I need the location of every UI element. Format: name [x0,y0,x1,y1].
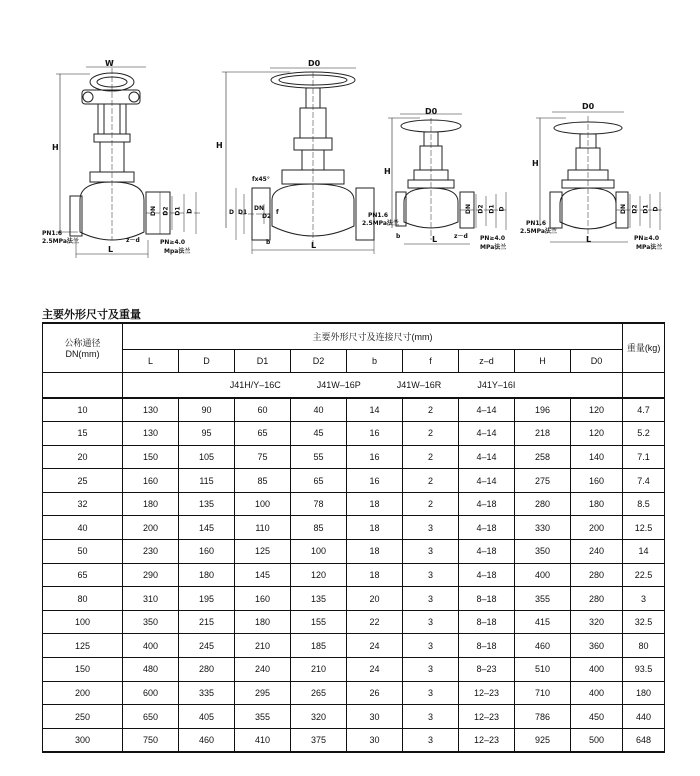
table-cell: 320 [571,610,623,634]
table-cell: 350 [515,540,571,564]
col-header: D1 [235,349,291,372]
table-cell: 460 [515,634,571,658]
valve2-drawing [222,68,374,254]
table-cell: 20 [347,587,403,611]
valve1-zd-label: z－d [126,237,140,244]
table-cell: 3 [403,705,459,729]
valve3-drawing [388,114,508,244]
table-cell: 105 [179,445,235,469]
table-cell: 600 [123,681,179,705]
table-cell: 8.5 [623,492,665,516]
table-cell: 32 [43,492,123,516]
model-name: J41Y–16I [477,379,516,390]
table-cell: 120 [571,398,623,422]
table-cell: 355 [235,705,291,729]
dn-header-line1: 公称通径 [64,338,101,349]
table-row [43,658,665,682]
valve1-pn40-label: PN≥4.0 [160,239,186,246]
valve2-d2-label: D2 [262,213,272,220]
valve2-d0-label: D0 [308,59,321,68]
valve4-d2-label: D2 [631,204,639,214]
valve1-pn40-flange-label: Mpa法兰 [164,248,191,255]
table-cell: 140 [571,445,623,469]
table-cell: 30 [347,705,403,729]
table-cell: 280 [571,587,623,611]
valve1-d-label: D [186,208,194,214]
table-cell: 125 [43,634,123,658]
valve4-l-label: L [586,235,592,244]
table-cell: 95 [179,422,235,446]
table-cell: 3 [403,658,459,682]
model-name: J41W–16R [396,379,442,390]
valve3-pn40-flange-label: MPa法兰 [480,244,507,251]
table-cell: 648 [623,728,665,752]
table-cell: 22 [347,610,403,634]
table-cell: 4–14 [459,422,515,446]
valve4-pn40-flange-label: MPa法兰 [636,244,663,251]
table-cell: 32.5 [623,610,665,634]
table-cell: 160 [571,469,623,493]
table-cell: 925 [515,728,571,752]
table-cell: 8–18 [459,587,515,611]
col-header: D [179,349,235,372]
table-row [43,445,665,469]
table-cell: 90 [179,398,235,422]
table-cell: 150 [43,658,123,682]
table-cell: 196 [515,398,571,422]
table-cell: 20 [43,445,123,469]
table-cell: 280 [571,563,623,587]
table-cell: 180 [571,492,623,516]
table-cell: 210 [235,634,291,658]
valve1-h-label: H [52,143,59,152]
table-cell: 215 [179,610,235,634]
table-cell: 335 [179,681,235,705]
table-cell: 125 [235,540,291,564]
table-cell: 3 [403,728,459,752]
table-cell: 100 [43,610,123,634]
table-cell: 405 [179,705,235,729]
model-list [123,372,623,398]
table-row [43,492,665,516]
model-name: J41W–16P [316,379,361,390]
table-cell: 180 [123,492,179,516]
valve2-b-label: b [266,239,271,246]
valve3-dn-label: DN [465,203,473,215]
table-cell: 310 [123,587,179,611]
table-row [43,469,665,493]
table-cell: 218 [515,422,571,446]
table-row [43,610,665,634]
table-cell: 45 [291,422,347,446]
table-cell: 480 [123,658,179,682]
table-cell: 40 [291,398,347,422]
table-cell: 320 [291,705,347,729]
col-header: z–d [459,349,515,372]
table-cell: 4–14 [459,445,515,469]
table-cell: 410 [235,728,291,752]
table-row [43,422,665,446]
valve4-d-label: D [652,206,660,212]
table-cell: 135 [179,492,235,516]
table-cell: 195 [179,587,235,611]
table-cell: 375 [291,728,347,752]
table-row [43,516,665,540]
table-cell: 16 [347,469,403,493]
table-row [43,728,665,752]
table-cell: 180 [179,563,235,587]
table-cell: 4–18 [459,492,515,516]
model-row [43,372,665,398]
table-cell: 460 [179,728,235,752]
table-cell: 65 [291,469,347,493]
table-cell: 18 [347,540,403,564]
table-cell: 400 [571,658,623,682]
table-cell: 355 [515,587,571,611]
table-cell: 160 [235,587,291,611]
table-cell: 400 [123,634,179,658]
table-cell: 440 [623,705,665,729]
table-cell: 130 [123,422,179,446]
table-cell: 145 [235,563,291,587]
valve4-pn-flange-label: 2.5MPa法兰 [520,228,557,235]
table-cell: 350 [123,610,179,634]
table-cell: 3 [403,516,459,540]
table-cell: 4–14 [459,398,515,422]
table-cell: 50 [43,540,123,564]
table-cell: 25 [43,469,123,493]
table-row [43,634,665,658]
valve3-d-label: D [498,206,506,212]
table-row [43,563,665,587]
table-cell: 290 [123,563,179,587]
table-cell: 120 [291,563,347,587]
group-header: 主要外形尺寸及连接尺寸(mm) [123,323,623,349]
valve2-dn-label: DN [254,205,265,212]
table-cell: 4–18 [459,540,515,564]
valve4-d0-label: D0 [582,102,595,111]
table-cell: 16 [347,422,403,446]
table-row [43,540,665,564]
valve2-d1-label: D1 [238,209,248,216]
valve1-drawing [56,60,200,258]
table-cell: 710 [515,681,571,705]
table-cell: 200 [43,681,123,705]
table-cell: 150 [123,445,179,469]
table-cell: 786 [515,705,571,729]
table-cell: 120 [571,422,623,446]
table-cell: 18 [347,563,403,587]
table-cell: 450 [571,705,623,729]
table-cell: 12–23 [459,681,515,705]
table-cell: 160 [179,540,235,564]
table-cell: 26 [347,681,403,705]
table-cell: 210 [291,658,347,682]
table-cell: 8–18 [459,634,515,658]
col-header: D2 [291,349,347,372]
valve1-d2-label: D2 [162,206,170,216]
valve3-d2-label: D2 [477,204,485,214]
table-cell: 240 [235,658,291,682]
valve1-d1-label: D1 [174,206,182,216]
table-cell: 7.4 [623,469,665,493]
table-cell: 415 [515,610,571,634]
table-cell: 180 [235,610,291,634]
table-cell: 16 [347,445,403,469]
table-cell: 15 [43,422,123,446]
valve3-b-label: b [396,233,401,240]
table-cell: 400 [515,563,571,587]
table-cell: 160 [123,469,179,493]
dn-header [43,323,123,372]
table-cell: 30 [347,728,403,752]
table-cell: 750 [123,728,179,752]
table-cell: 280 [515,492,571,516]
valve3-pn-label: PN1.6 [368,212,389,219]
table-cell: 185 [291,634,347,658]
table-cell: 18 [347,492,403,516]
table-cell: 115 [179,469,235,493]
table-cell: 245 [179,634,235,658]
table-cell: 3 [403,610,459,634]
table-cell: 130 [123,398,179,422]
table-cell: 265 [291,681,347,705]
table-cell: 250 [43,705,123,729]
table-cell: 55 [291,445,347,469]
table-cell: 360 [571,634,623,658]
table-cell: 65 [43,563,123,587]
table-row [43,587,665,611]
valve3-pn40-label: PN≥4.0 [480,235,506,242]
table-cell: 85 [291,516,347,540]
table-cell: 85 [235,469,291,493]
table-cell: 3 [403,587,459,611]
valve3-zd-label: z－d [454,233,468,240]
table-row [43,398,665,422]
column-header-row [43,349,665,372]
table-cell: 12–23 [459,728,515,752]
table-cell: 4.7 [623,398,665,422]
table-cell: 100 [235,492,291,516]
table-cell: 7.1 [623,445,665,469]
table-cell: 650 [123,705,179,729]
model-name: J41H/Y–16C [229,379,281,390]
table-cell: 2 [403,398,459,422]
valve4-d1-label: D1 [642,204,650,214]
table-cell: 180 [623,681,665,705]
valve-drawings-svg [0,0,700,300]
table-cell: 5.2 [623,422,665,446]
table-cell: 155 [291,610,347,634]
valve2-h-label: H [216,141,223,150]
dimension-table [42,322,665,753]
table-cell: 80 [623,634,665,658]
table-cell: 2 [403,469,459,493]
table-cell: 22.5 [623,563,665,587]
table-cell: 4–18 [459,563,515,587]
table-cell: 24 [347,658,403,682]
table-cell: 3 [403,681,459,705]
col-header: H [515,349,571,372]
col-header: L [123,349,179,372]
valve3-d0-label: D0 [425,107,438,116]
valve2-f-label: f [276,209,279,216]
table-cell: 200 [571,516,623,540]
table-cell: 135 [291,587,347,611]
valve1-pn-flange-label: 2.5MPa法兰 [42,238,79,245]
valve3-h-label: H [384,167,391,176]
table-cell: 2 [403,422,459,446]
table-cell: 8–18 [459,610,515,634]
table-cell: 40 [43,516,123,540]
dn-header-line2: DN(mm) [65,349,100,360]
valve3-l-label: L [432,235,438,244]
valve2-l-label: L [311,241,317,250]
valve1-pn-label: PN1.6 [42,230,63,237]
table-cell: 18 [347,516,403,540]
table-cell: 200 [123,516,179,540]
table-cell: 510 [515,658,571,682]
valve3-pn-flange-label: 2.5MPa法兰 [362,220,399,227]
table-cell: 258 [515,445,571,469]
valve4-drawing [536,112,664,242]
valve1-l-label: L [108,245,114,254]
table-cell: 300 [43,728,123,752]
table-cell: 330 [515,516,571,540]
table-cell: 500 [571,728,623,752]
table-cell: 60 [235,398,291,422]
valve2-d-label: D [229,209,234,216]
table-cell: 2 [403,445,459,469]
table-cell: 110 [235,516,291,540]
table-cell: 10 [43,398,123,422]
valve1-dn-label: DN [150,205,158,217]
valve4-h-label: H [532,159,539,168]
table-cell: 12.5 [623,516,665,540]
table-cell: 400 [571,681,623,705]
table-cell: 80 [43,587,123,611]
table-row [43,681,665,705]
table-cell: 12–23 [459,705,515,729]
table-cell: 14 [623,540,665,564]
table-cell: 4–18 [459,516,515,540]
table-cell: 14 [347,398,403,422]
valve1-w-label: W [105,59,114,68]
valve3-d1-label: D1 [488,204,496,214]
table-cell: 3 [403,563,459,587]
table-cell: 275 [515,469,571,493]
valve4-dn-label: DN [620,203,628,215]
valve4-pn40-label: PN≥4.0 [634,235,660,242]
table-cell: 295 [235,681,291,705]
col-header: b [347,349,403,372]
table-cell: 3 [403,634,459,658]
table-cell: 240 [571,540,623,564]
table-cell: 280 [179,658,235,682]
table-cell: 145 [179,516,235,540]
valve-drawings [0,0,700,300]
table-cell: 8–23 [459,658,515,682]
table-cell: 78 [291,492,347,516]
table-cell: 4–14 [459,469,515,493]
weight-header: 重量(kg) [623,323,665,372]
table-cell: 2 [403,492,459,516]
table-cell: 100 [291,540,347,564]
table-cell: 3 [623,587,665,611]
table-cell: 3 [403,540,459,564]
col-header: D0 [571,349,623,372]
table-cell: 65 [235,422,291,446]
col-header: f [403,349,459,372]
table-cell: 24 [347,634,403,658]
table-body [43,398,665,752]
table-cell: 93.5 [623,658,665,682]
section-title: 主要外形尺寸及重量 [42,308,141,321]
table-row [43,705,665,729]
table-cell: 230 [123,540,179,564]
valve4-pn-label: PN1.6 [526,220,547,227]
valve2-fx-label: fx45° [252,176,270,183]
table-cell: 75 [235,445,291,469]
